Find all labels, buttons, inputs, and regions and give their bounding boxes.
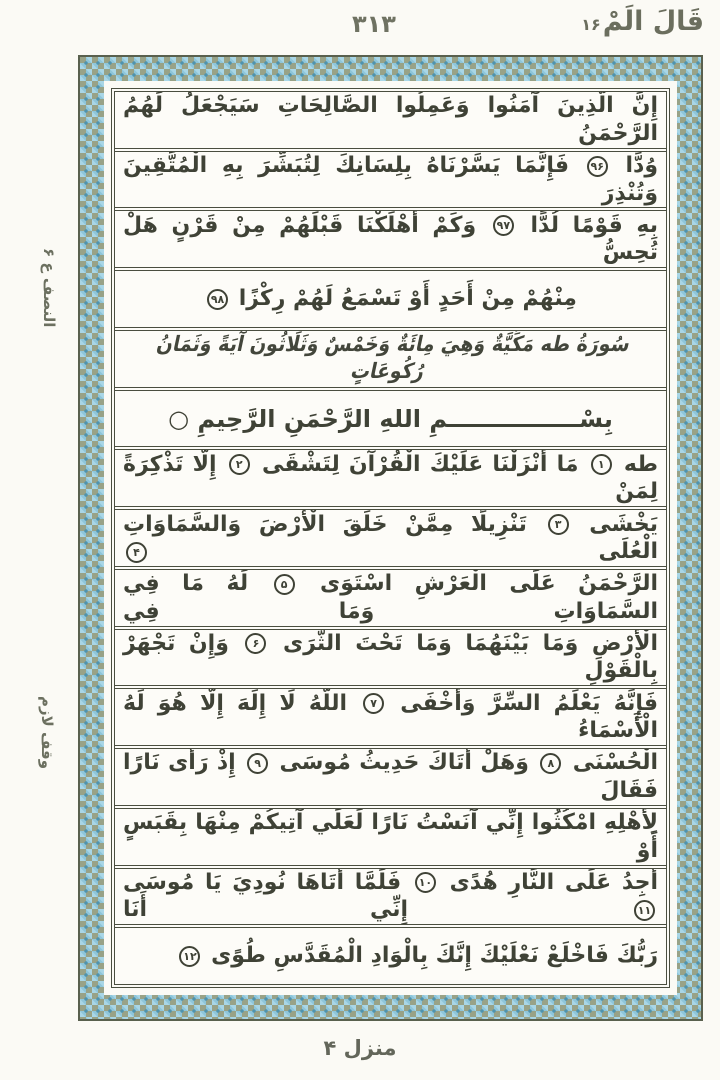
margin-note-nisf-ruku: النصف ع ۶ [40, 248, 58, 328]
juz-label [581, 6, 704, 37]
ayah-number: ۱۲ [179, 946, 200, 967]
quran-line: وُدًّا ۹۶ فَإِنَّمَا يَسَّرْنَاهُ بِلِسَانِكَ لِتُبَشِّرَ بِهِ الْمُتَّقِينَ وَتُنْذِرَ [115, 152, 666, 212]
surah-title-band: سُورَةُ طه مَكِّيَّةٌ وَهِيَ مِائَةٌ وَخَمْسٌ وَثَلَاثُونَ آيَةً وَثَمَانُ رُكُوعَاتٍ [115, 331, 666, 391]
quran-text-area [114, 91, 667, 985]
quran-line: مِنْهُمْ مِنْ أَحَدٍ أَوْ تَسْمَعُ لَهُمْ رِكْزًا ۹۸ [115, 271, 666, 331]
decorative-border [78, 55, 703, 1021]
ayah-number: ۴ [126, 542, 147, 563]
quran-line: طه ۱ مَا أَنْزَلْنَا عَلَيْكَ الْقُرْآنَ لِتَشْقَى ۲ إِلَّا تَذْكِرَةً لِمَنْ [115, 450, 666, 510]
ayah-number: ۹۶ [587, 156, 608, 177]
page-number: ۳۱۳ [352, 10, 396, 38]
quran-line: إِنَّ الَّذِينَ آمَنُوا وَعَمِلُوا الصَّالِحَاتِ سَيَجْعَلُ لَهُمُ الرَّحْمَنُ [115, 92, 666, 152]
juz-name: قَالَ الَمْ [602, 6, 704, 37]
quran-line: أَجِدُ عَلَى النَّارِ هُدًى ۱۰ فَلَمَّا أَتَاهَا نُودِيَ يَا مُوسَى ۱۱ إِنِّي أَنَا [115, 869, 666, 929]
quran-line: الْحُسْنَى ۸ وَهَلْ أَتَاكَ حَدِيثُ مُوسَى ۹ إِذْ رَأَى نَارًا فَقَالَ [115, 749, 666, 809]
ayah-number: ۱۰ [415, 872, 436, 893]
quran-line: الْأَرْضِ وَمَا بَيْنَهُمَا وَمَا تَحْتَ الثَّرَى ۶ وَإِنْ تَجْهَرْ بِالْقَوْلِ [115, 630, 666, 690]
ayah-number: ۸ [540, 753, 561, 774]
ayah-number: ۶ [245, 633, 266, 654]
quran-line: يَخْشَى ۳ تَنْزِيلًا مِمَّنْ خَلَقَ الْأَرْضَ وَالسَّمَاوَاتِ الْعُلَى ۴ [115, 510, 666, 570]
ayah-number: ۲ [229, 454, 250, 475]
quran-line: رَبُّكَ فَاخْلَعْ نَعْلَيْكَ إِنَّكَ بِالْوَادِ الْمُقَدَّسِ طُوًى ۱۲ [115, 928, 666, 984]
bismillah-line: بِسْــــــــــــــــمِ اللهِ الرَّحْمَنِ الرَّحِيمِ ○ [115, 391, 666, 451]
juz-number: ۱۶ [581, 15, 601, 34]
ayah-number: ۵ [274, 574, 295, 595]
quran-line: بِهِ قَوْمًا لُدًّا ۹۷ وَكَمْ أَهْلَكْنَا قَبْلَهُمْ مِنْ قَرْنٍ هَلْ تُحِسُّ [115, 211, 666, 271]
quran-line: فَإِنَّهُ يَعْلَمُ السِّرَّ وَأَخْفَى ۷ اللَّهُ لَا إِلَهَ إِلَّا هُوَ لَهُ الْأَسْمَاءُ [115, 689, 666, 749]
margin-note-waqf-lazim: وقف لازم [38, 696, 56, 770]
ayah-number: ۳ [548, 514, 569, 535]
ayah-number: ۱۱ [634, 900, 655, 921]
manzil-label: منزل ۴ [323, 1036, 397, 1060]
border-inner-margin [104, 81, 677, 995]
ayah-number: ۹۸ [207, 289, 228, 310]
page-header [0, 0, 720, 52]
quran-line: لِأَهْلِهِ امْكُثُوا إِنِّي آنَسْتُ نَارًا لَعَلِّي آتِيكُمْ مِنْهَا بِقَبَسٍ أَوْ [115, 809, 666, 869]
ayah-number: ۱ [591, 454, 612, 475]
ayah-number: ۷ [363, 693, 384, 714]
ayah-number: ۹ [247, 753, 268, 774]
quran-line: الرَّحْمَنُ عَلَى الْعَرْشِ اسْتَوَى ۵ لَهُ مَا فِي السَّمَاوَاتِ وَمَا فِي [115, 570, 666, 630]
inner-frame [111, 88, 670, 988]
ayah-number: ۹۷ [493, 215, 514, 236]
